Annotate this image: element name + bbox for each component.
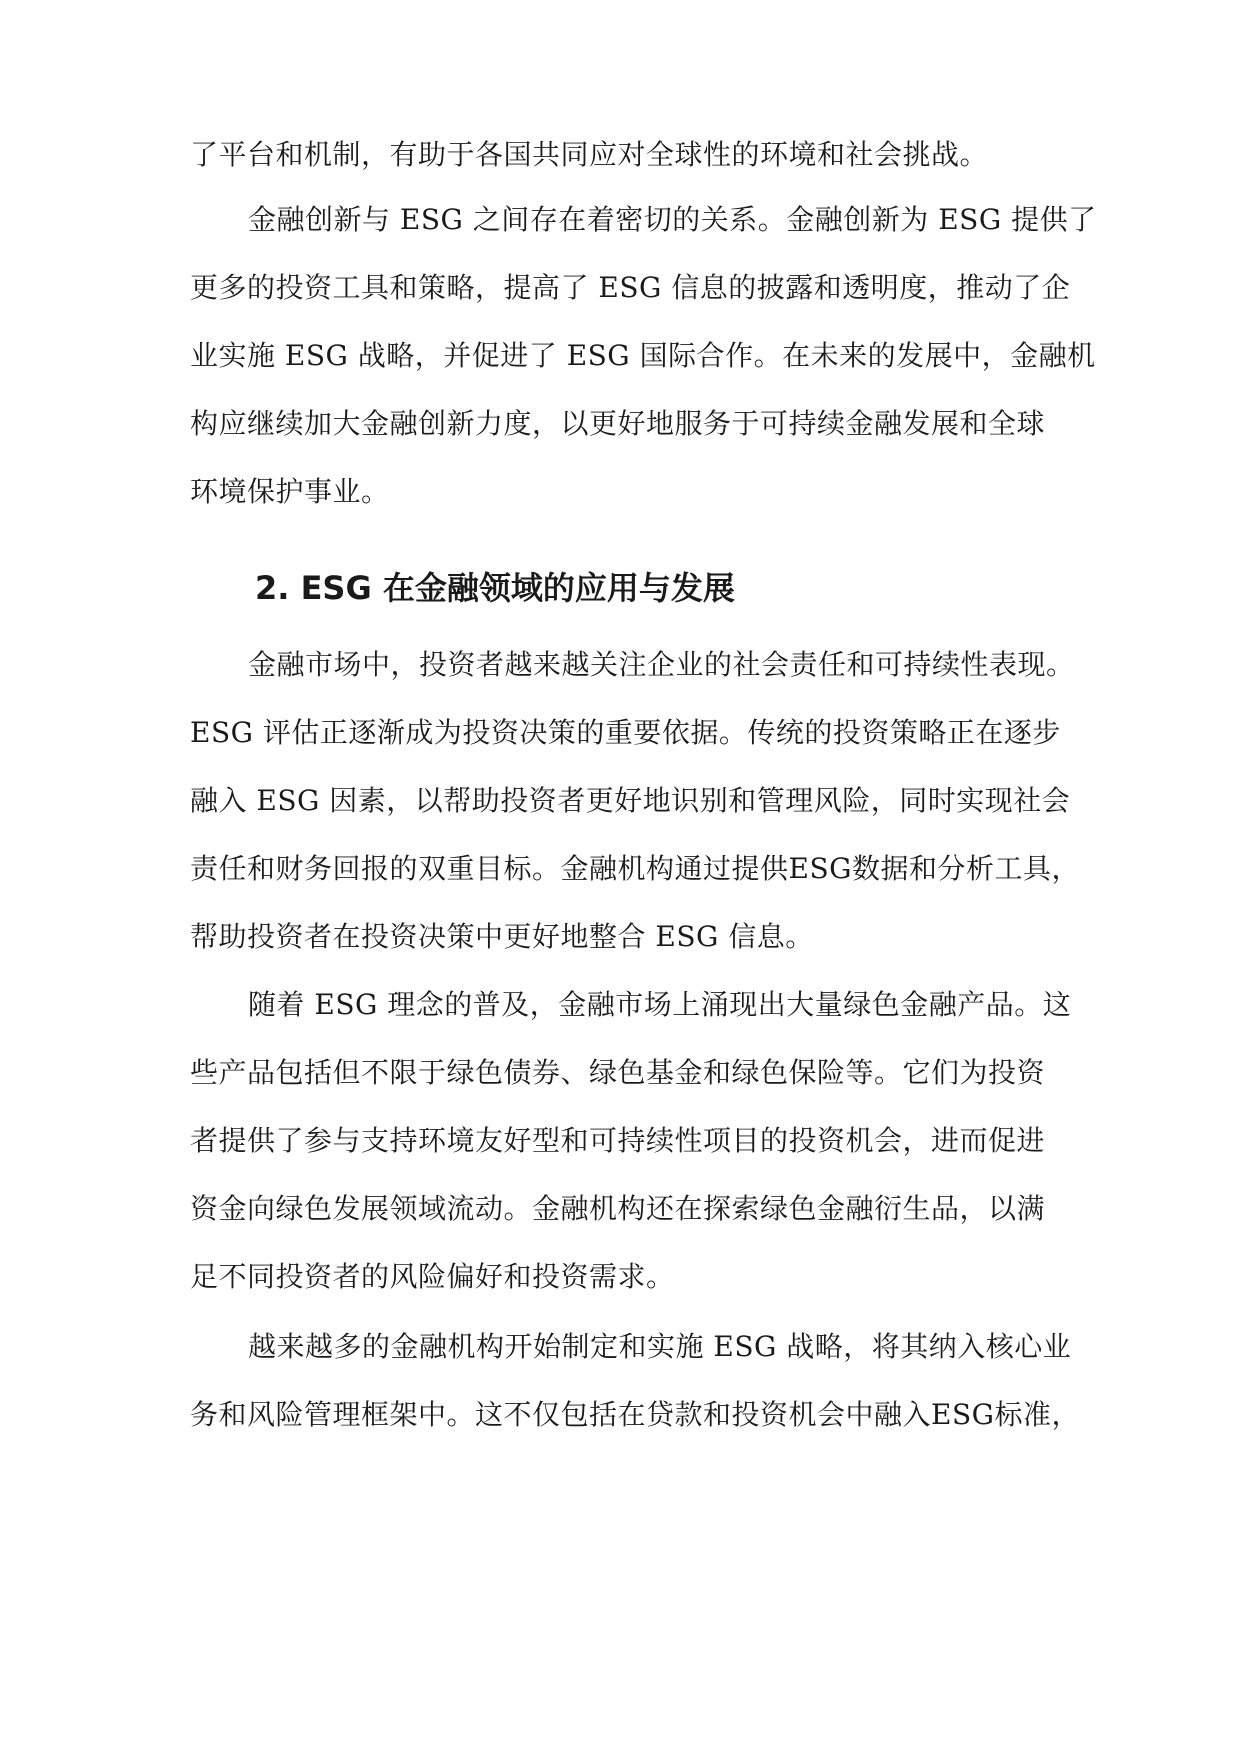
text-line: 足不同投资者的风险偏好和投资需求。 (190, 1260, 675, 1293)
text-line: 了平台和机制，有助于各国共同应对全球性的环境和社会挑战。 (190, 138, 989, 171)
text-line: 越来越多的金融机构开始制定和实施 ESG 战略，将其纳入核心业 (248, 1330, 1072, 1363)
text-line: 帮助投资者在投资决策中更好地整合 ESG 信息。 (190, 920, 814, 953)
text-line: 金融市场中，投资者越来越关注企业的社会责任和可持续性表现。 (248, 648, 1075, 681)
text-line: 融入 ESG 因素，以帮助投资者更好地识别和管理风险，同时实现社会 (190, 784, 1071, 817)
text-line: ESG 评估正逐渐成为投资决策的重要依据。传统的投资策略正在逐步 (190, 716, 1061, 749)
text-line: 构应继续加大金融创新力度，以更好地服务于可持续金融发展和全球 (190, 407, 1046, 440)
section-heading: 2. ESG 在金融领域的应用与发展 (255, 569, 735, 607)
text-line: 更多的投资工具和策略，提高了 ESG 信息的披露和透明度，推动了企 (190, 271, 1071, 304)
text-line: 资金向绿色发展领域流动。金融机构还在探索绿色金融衍生品，以满 (190, 1192, 1046, 1225)
text-line: 金融创新与 ESG 之间存在着密切的关系。金融创新为 ESG 提供了 (248, 203, 1097, 236)
text-line: 环境保护事业。 (190, 475, 390, 508)
text-line: 务和风险管理框架中。这不仅包括在贷款和投资机会中融入ESG标准， (190, 1398, 1080, 1431)
text-line: 者提供了参与支持环境友好型和可持续性项目的投资机会，进而促进 (190, 1124, 1046, 1157)
text-line: 随着 ESG 理念的普及，金融市场上涌现出大量绿色金融产品。这 (248, 988, 1072, 1021)
text-line: 业实施 ESG 战略，并促进了 ESG 国际合作。在未来的发展中，金融机 (190, 339, 1096, 372)
text-line: 些产品包括但不限于绿色债券、绿色基金和绿色保险等。它们为投资 (190, 1056, 1046, 1089)
text-line: 责任和财务回报的双重目标。金融机构通过提供ESG数据和分析工具， (190, 852, 1080, 885)
